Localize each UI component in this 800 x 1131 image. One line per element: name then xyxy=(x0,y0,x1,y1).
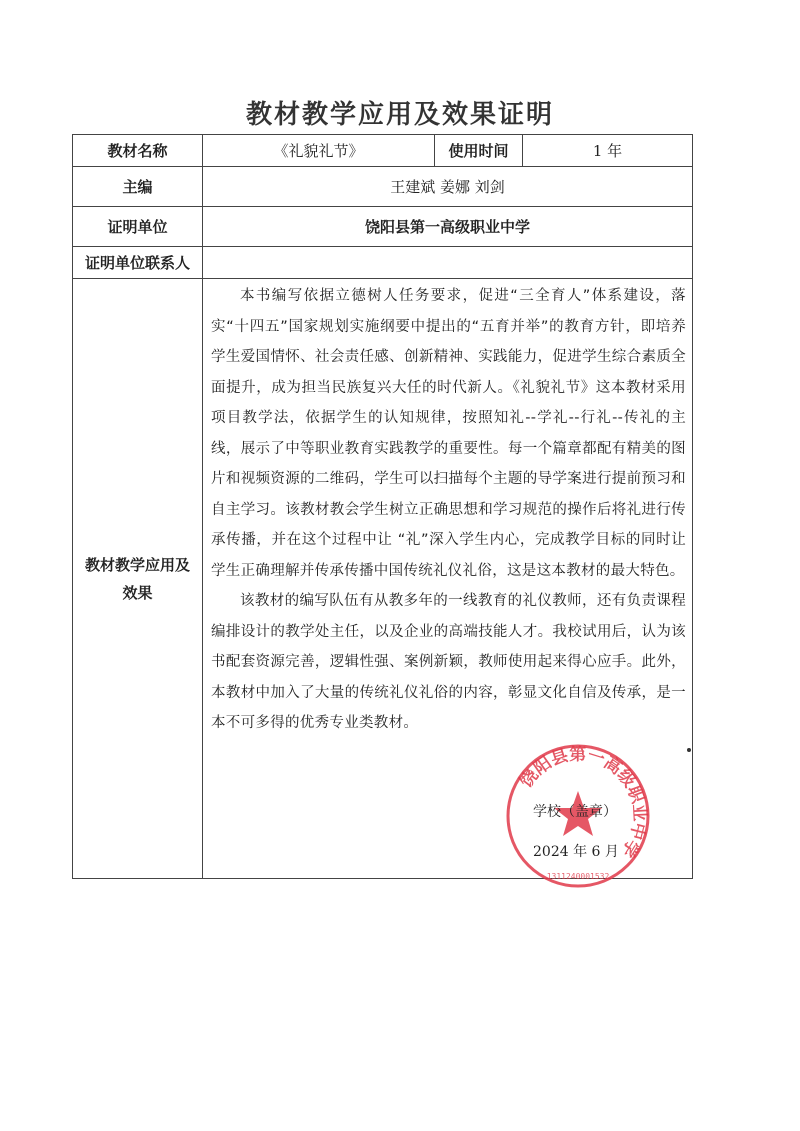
paragraph-2: 该教材的编写队伍有从教多年的一线教育的礼仪教师，还有负责课程编排设计的教学处主任，以及企业的高端技能人才。我校试用后，认为该书配套资源完善，逻辑性强、案例新颖，教师使用起来得心应手。此外，本教材中加入了大量的传统礼仪礼俗的内容，彰显文化自信及传承，是一本不可多得的优秀专业类教材。 xyxy=(211,593,686,731)
certificate-form xyxy=(72,134,693,879)
document-title: 教材教学应用及效果证明 xyxy=(245,100,554,130)
effect-label xyxy=(73,279,203,879)
editor-label: 主编 xyxy=(73,167,203,207)
contact-label: 证明单位联系人 xyxy=(73,247,203,279)
contact-value xyxy=(203,247,693,279)
stamp-serial: 1311240001532 xyxy=(546,872,610,881)
effect-label-text: 教材教学应用及效果 xyxy=(84,555,190,602)
row-contact xyxy=(73,247,693,279)
unit-value: 饶阳县第一高级职业中学 xyxy=(203,207,693,247)
usage-time-value: 1 年 xyxy=(523,135,693,167)
row-effect xyxy=(73,279,693,879)
editor-value: 王建斌 姜娜 刘剑 xyxy=(203,167,693,207)
seal-label: 学校（盖章） xyxy=(533,804,617,820)
row-textbook-name xyxy=(73,135,693,167)
usage-time-label: 使用时间 xyxy=(435,135,523,167)
unit-label: 证明单位 xyxy=(73,207,203,247)
textbook-name-label: 教材名称 xyxy=(73,135,203,167)
paragraph-1: 本书编写依据立德树人任务要求，促进“三全育人”体系建设，落实“十四五”国家规划实施纲要中提出的“五育并举”的教育方针，即培养学生爱国情怀、社会责任感、创新精神、实践能力，促进学生综合素质全面提升，成为担当民族复兴大任的时代新人。《礼貌礼节》这本教材采用项目教学法，依据学生的认知规律，按照知礼--学礼--行礼--传礼的主线，展示了中等职业教育实践教学的重要性。每一个篇章都配有精美的图片和视频资源的二维码，学生可以扫描每个主题的导学案进行提前预习和自主学习。该教材教会学生树立正确思想和学习规范的操作后将礼进行传承传播，并在这个过程中让 “礼”深入学生内心，完成教学目标的同时让学生正确理解并传承传播中国传统礼仪礼俗，这是这本教材的最大特色。 xyxy=(211,288,686,579)
row-unit xyxy=(73,207,693,247)
effect-content xyxy=(203,279,693,879)
textbook-name-value: 《礼貌礼节》 xyxy=(203,135,435,167)
stray-mark xyxy=(687,748,691,752)
seal-date: 2024 年 6 月 xyxy=(533,844,619,860)
stamp-ring-text: 饶阳县第一高级职业中学 xyxy=(516,744,650,861)
row-editor xyxy=(73,167,693,207)
